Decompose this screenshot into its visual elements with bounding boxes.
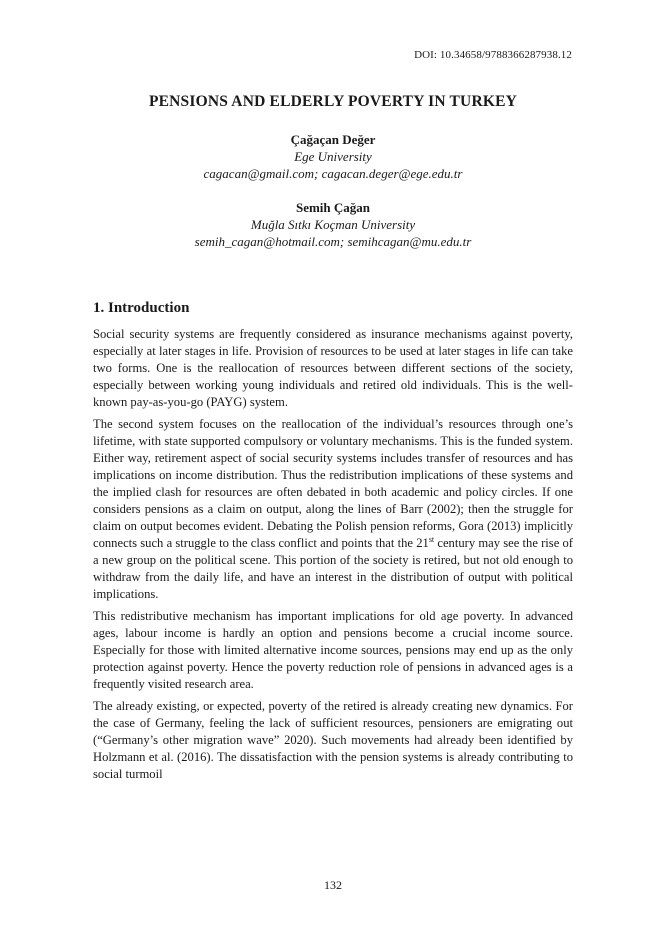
author-block-1 [0,131,666,182]
paragraph: Social security systems are frequently considered as insurance mechanisms against poverty, especially at later stages in life. Provision of resources to be used at later stages in life can take two forms. One is the reallocation of resources between different sections of the society, especially between working young individuals and retired old individuals. This is the well-known pay-as-you-go (PAYG) system. [93,327,573,409]
author-name: Semih Çağan [295,200,371,215]
author-affiliation: Muğla Sıtkı Koçman University [250,217,416,232]
ordinal-number: 21 [416,536,429,550]
page-number: 132 [324,878,342,892]
paragraph: This redistributive mechanism has important implications for old age poverty. In advanced ages, labour income is hardly an option and pensions become a crucial income source. Especially for those with limited alternative income sources, pensions may end up as the only protection against poverty. Hence the poverty reduction role of pensions in advanced ages is a frequently visited research area. [93,609,573,691]
author-affiliation: Ege University [294,149,372,164]
paragraph-text: The second system focuses on the reallocation of the individual’s resources through one’s lifetime, with state supported compulsory or voluntary mechanisms. This is the funded system. Either way, retirement aspect of social security systems includes transfer of resources and has implications on income distribution. Thus the redistribution implications of these systems and the implied clash for resources are often debated in both academic and policy circles. If one considers pensions as a claim on output, along the lines of Barr (2002); then the struggle for claim on output becomes evident. Debating the Polish pension reforms, Gora (2013) implicitly connects such a struggle to the class conflict and points that the [93,417,573,550]
author-block-2 [0,199,666,250]
body-text [93,326,573,788]
paragraph: The already existing, or expected, poverty of the retired is already creating new dynamics. For the case of Germany, feeling the lack of sufficient resources, pensioners are emigrating out (“Germany’s other migration wave” 2020). Such movements had already been identified by Holzmann et al. (2016). The dissatisfaction with the pension systems is already contributing to social turmoil [93,699,573,781]
author-emails: cagacan@gmail.com; cagacan.deger@ege.edu.tr [203,166,463,181]
paragraph-text-continued: century may see the rise of a new group on the political scene. This portion of the society is retired, but not old enough to withdraw from the daily life, and have an interest in the distribution of output with political implications. [93,536,574,601]
author-name: Çağaçan Değer [290,132,376,147]
doi-identifier: DOI: 10.34658/9788366287938.12 [414,49,572,61]
section-heading: 1. Introduction [93,300,190,316]
author-emails: semih_cagan@hotmail.com; semihcagan@mu.edu.tr [194,234,472,249]
paragraph [93,416,573,603]
ordinal-suffix: st [428,534,435,544]
paper-title: PENSIONS AND ELDERLY POVERTY IN TURKEY [148,93,518,110]
